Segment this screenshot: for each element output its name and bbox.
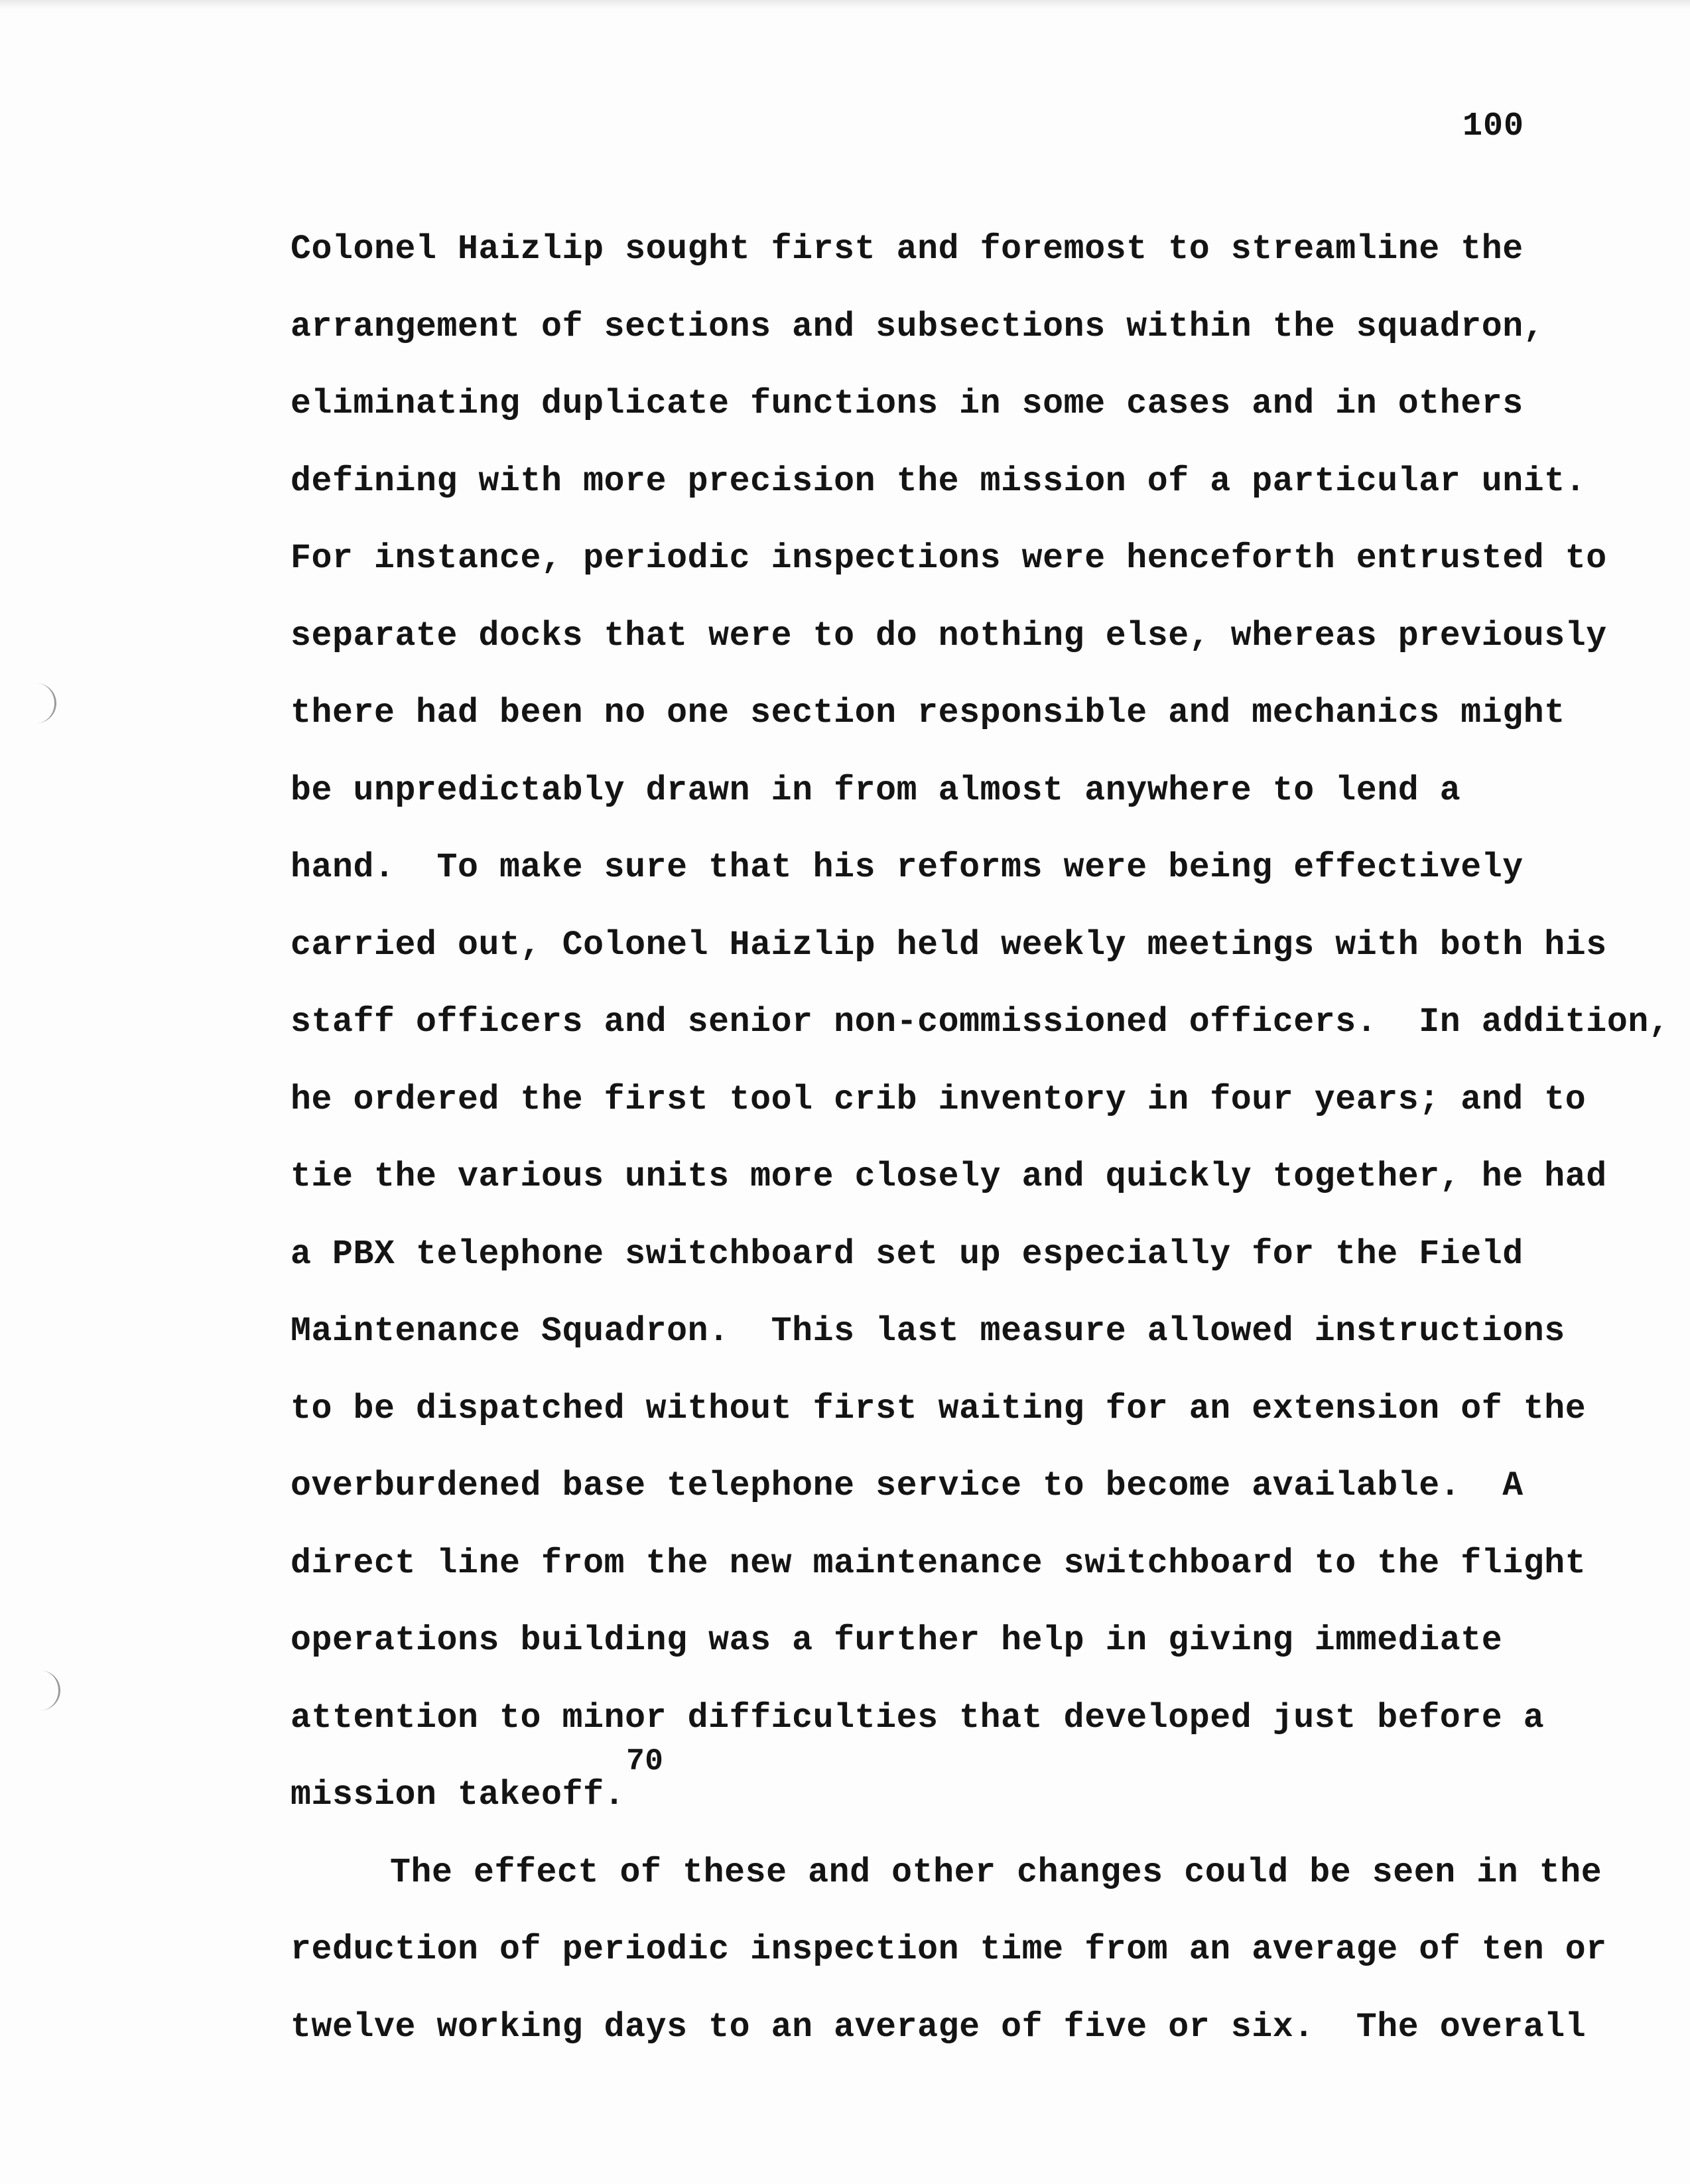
text-line: Colonel Haizlip sought first and foremost to streamline the: [291, 230, 1524, 269]
text-line: to be dispatched without first waiting for an extension of the: [291, 1389, 1587, 1428]
text-line: operations building was a further help in giving immediate: [291, 1621, 1503, 1660]
footnote-reference: 70: [626, 1744, 664, 1779]
text-line: a PBX telephone switchboard set up especially for the Field: [291, 1235, 1524, 1274]
text-line: attention to minor difficulties that developed just before a: [291, 1698, 1545, 1738]
text-line: separate docks that were to do nothing else, whereas previously: [291, 616, 1607, 655]
text-line: tie the various units more closely and quickly together, he had: [291, 1158, 1607, 1196]
text-line-content: mission takeoff.: [291, 1776, 625, 1814]
text-line: be unpredictably drawn in from almost anywhere to lend a: [291, 771, 1461, 810]
text-line: overburdened base telephone service to become available. A: [291, 1467, 1524, 1505]
text-line: carried out, Colonel Haizlip held weekly meetings with both his: [291, 925, 1607, 965]
paragraph: [291, 224, 1670, 1848]
body-text: [291, 224, 1670, 2079]
text-line: The effect of these and other changes could be seen in the: [390, 1853, 1602, 1892]
scan-top-edge: [0, 0, 1690, 9]
paragraph: [291, 1848, 1630, 2080]
text-line: reduction of periodic inspection time from an average of ten or: [291, 1931, 1607, 1969]
text-line: direct line from the new maintenance switchboard to the flight: [291, 1544, 1587, 1583]
text-line: Maintenance Squadron. This last measure allowed instructions: [291, 1312, 1565, 1351]
text-line: there had been no one section responsible and mechanics might: [291, 694, 1565, 732]
text-line: arrangement of sections and subsections within the squadron,: [291, 307, 1545, 346]
text-line: eliminating duplicate functions in some cases and in others: [291, 385, 1524, 423]
text-line: staff officers and senior non-commissioned officers. In addition,: [291, 1003, 1670, 1042]
text-line: defining with more precision the mission of a particular unit.: [291, 462, 1587, 501]
binding-hole-mark: [28, 683, 56, 723]
text-line: hand. To make sure that his reforms were being effectively: [291, 849, 1524, 887]
text-line: twelve working days to an average of five or six. The overall: [291, 2008, 1587, 2047]
text-line: [291, 1744, 1630, 1848]
binding-hole-mark: [32, 1671, 60, 1710]
text-line: For instance, periodic inspections were henceforth entrusted to: [291, 539, 1607, 578]
text-line: he ordered the first tool crib inventory in four years; and to: [291, 1080, 1587, 1119]
page-number: 100: [1462, 107, 1525, 145]
